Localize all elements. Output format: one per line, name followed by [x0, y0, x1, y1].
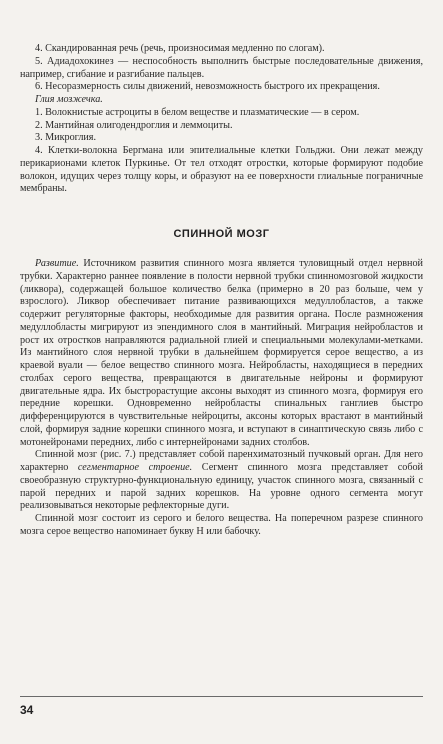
list-item: 3. Микроглия. [35, 132, 97, 144]
list-item: 5. Адиадохокинез — неспособность выполнить быстрые последовательные движения, например, сгибание и разгибание пальцев. [20, 55, 423, 80]
structure-text-1: Спинной мозг (рис. 7.) представляет собой паренхиматозный пучковый орган. Для него характерно [20, 449, 423, 473]
page-number: 34 [20, 703, 34, 717]
list-item: 4. Скандированная речь (речь, произносимая медленно по слогам). [35, 43, 325, 54]
development-lead: Развитие. [35, 258, 79, 269]
structure-paragraph [20, 449, 423, 513]
structure-italic: сегментарное строение. [77, 462, 193, 473]
structure-text-2: Сегмент спинного мозга представляет собой своеобразную структурно-функциональную единицу, участок спинного мозга, связанный с парой передних и парой задних корешков. На уровне одного сегмента могут реализовываться некоторые рефлекторные дуги. [20, 462, 423, 512]
list-item: 6. Несоразмерность силы движений, невозможность быстрого их прекращения. [35, 81, 380, 93]
list-item: 1. Волокнистые астроциты в белом веществе и плазматические — в сером. [35, 106, 360, 118]
footer-rule [20, 696, 423, 697]
development-paragraph [20, 258, 423, 449]
matter-paragraph: Спинной мозг состоит из серого и белого вещества. На поперечном разрезе спинного мозга серое вещество напоминает букву Н или бабочку. [20, 513, 423, 537]
section-heading: СПИННОЙ МОЗГ [173, 228, 270, 240]
glia-subtitle: Глия мозжечка. [35, 94, 103, 105]
list-item: 2. Мантийная олигодендроглия и леммоциты. [35, 119, 233, 131]
list-item: 4. Клетки-волокна Бергмана или эпителиальные клетки Гольджи. Они лежат между перикарионами клеток Пуркинье. От тел отходят отростки, которые формируют подобие волокон, идущих через толщу коры, и образуют на ее поверхности глиальные пограничные мембраны. [20, 145, 423, 195]
development-text: Источником развития спинного мозга является туловищный отдел нервной трубки. Характерно раннее появление в полости нервной трубки спинномозговой жидкости (ликвора), содержащей большое количество белка (примерно в 20 раз больше, чем у взрослого). Ликвор обеспечивает питание развивающихся медуллобластов, а также содержит регуляторные факторы, необходимые для развития органа. После размножения медуллобласты мигрируют из эпендимного слоя в мантийный. Миграция нейробластов и рост их отростков направляются радиальной глией и специальными молекулами-метками. Из мантийного слоя нервной трубки в дальнейшем формируется серое вещество, а из краевой вуали — белое вещество спинного мозга. Нейробласты, находящиеся в передних столбах серого вещества, превращаются в двигательные нейроны и формируют двигательные ядра. Их быстрорастущие аксоны выходят из спинного мозга, формируя его передние корешки. Одновременно нейробласты спинальных ганглиев быстро дифференцируются в чувствительные нейроциты, аксоны которых врастают в мантийный слой, формируя задние корешки спинного мозга, и вступают в синаптическую связь либо с мотонейронами передних, либо с интернейронами задних столбов. [20, 258, 423, 448]
